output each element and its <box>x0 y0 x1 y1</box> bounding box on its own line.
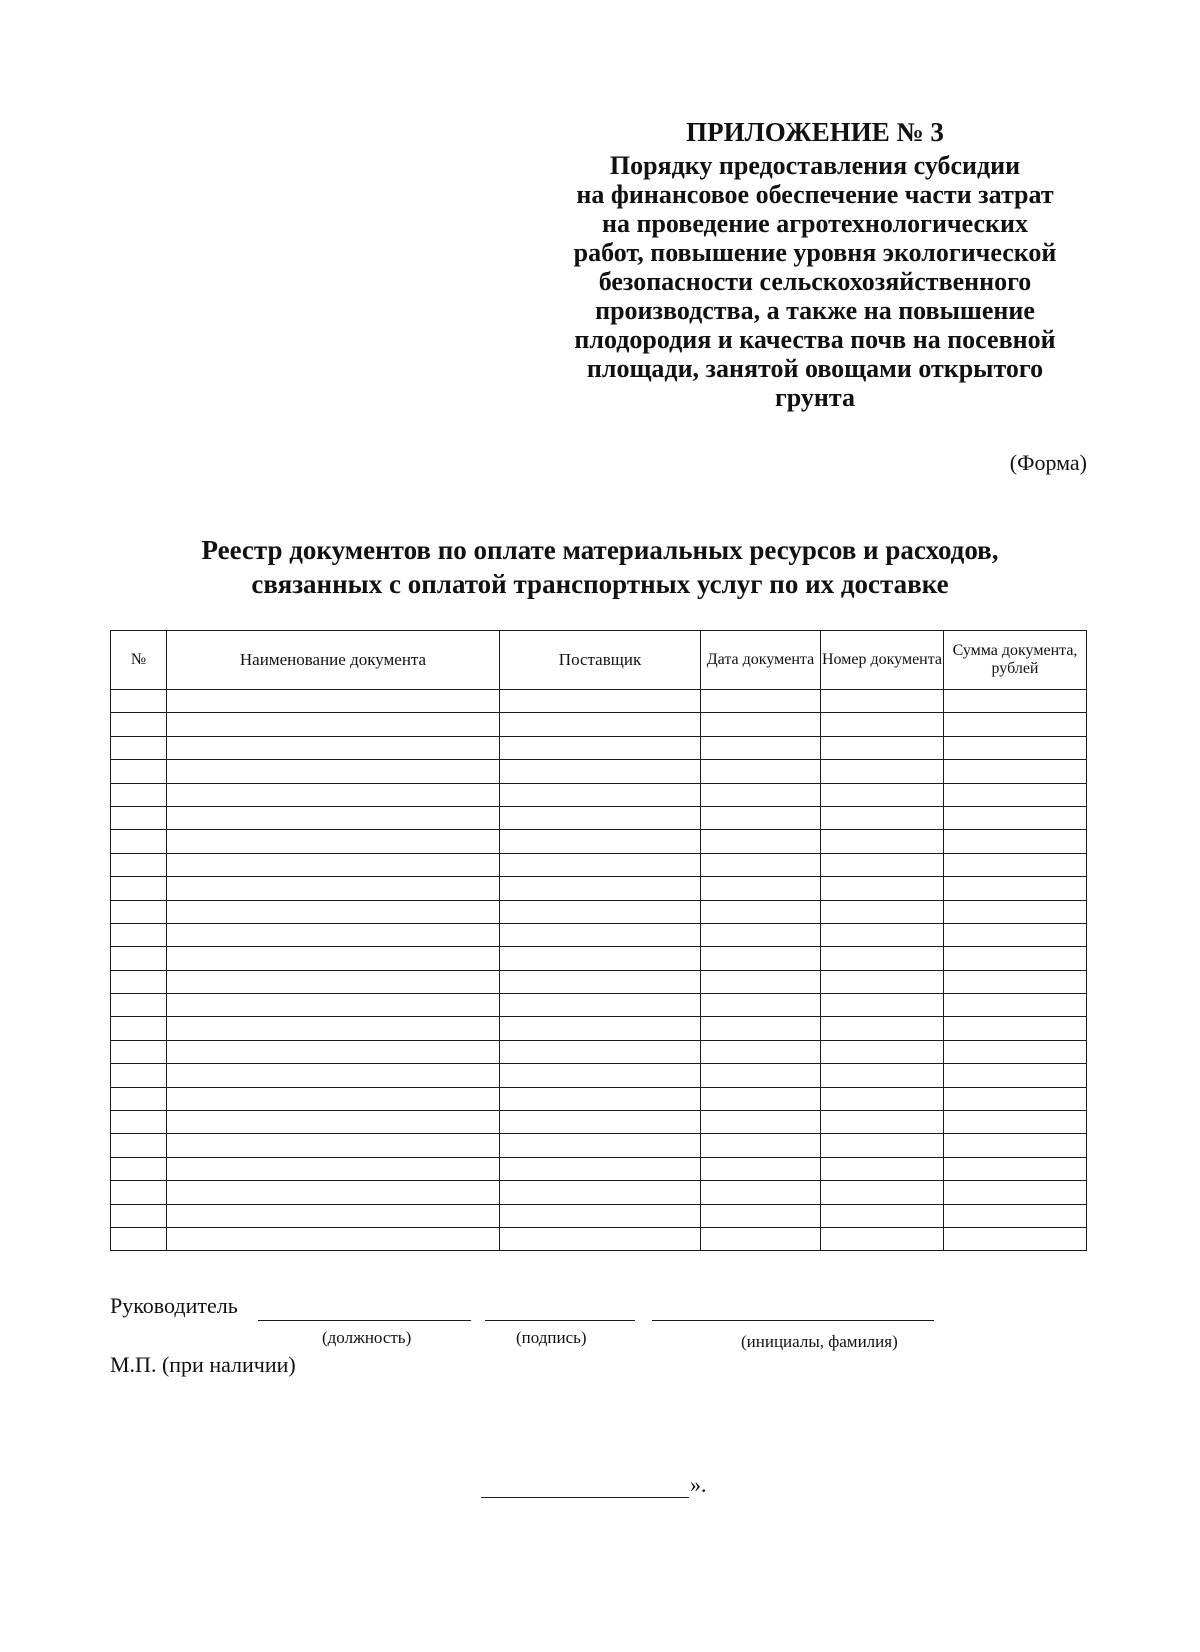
table-cell <box>500 690 701 713</box>
table-row <box>111 1134 1087 1157</box>
appendix-line: на финансовое обеспечение части затрат <box>576 180 1054 209</box>
table-cell <box>500 713 701 736</box>
table-cell <box>701 877 821 900</box>
table-cell <box>944 970 1087 993</box>
table-cell <box>167 877 500 900</box>
table-cell <box>821 947 944 970</box>
table-cell <box>500 1227 701 1250</box>
table-cell <box>701 1181 821 1204</box>
registry-title <box>110 533 1090 601</box>
table-cell <box>500 1040 701 1063</box>
table-cell <box>701 1134 821 1157</box>
table-cell <box>944 1087 1087 1110</box>
table-cell <box>111 994 167 1017</box>
table-cell <box>167 1134 500 1157</box>
table-row <box>111 806 1087 829</box>
table-cell <box>167 1064 500 1087</box>
table-cell <box>701 736 821 759</box>
table-cell <box>111 1087 167 1110</box>
table-cell <box>701 690 821 713</box>
table-cell <box>944 736 1087 759</box>
table-cell <box>701 923 821 946</box>
table-cell <box>944 1064 1087 1087</box>
table-cell <box>111 877 167 900</box>
table-cell <box>500 736 701 759</box>
table-cell <box>821 1157 944 1180</box>
appendix-header <box>535 118 1095 412</box>
table-row <box>111 877 1087 900</box>
table-cell <box>701 994 821 1017</box>
table-cell <box>701 970 821 993</box>
table-cell <box>111 760 167 783</box>
table-row <box>111 923 1087 946</box>
table-cell <box>821 806 944 829</box>
table-cell <box>111 947 167 970</box>
table-cell <box>821 783 944 806</box>
table-cell <box>821 923 944 946</box>
table-cell <box>944 806 1087 829</box>
table-cell <box>944 830 1087 853</box>
table-cell <box>701 1087 821 1110</box>
table-row <box>111 1017 1087 1040</box>
table-cell <box>167 760 500 783</box>
table-cell <box>111 830 167 853</box>
table-cell <box>111 1204 167 1227</box>
header-document-date: Дата документа <box>701 631 821 690</box>
table-row <box>111 690 1087 713</box>
appendix-line: плодородия и качества почв на посевной <box>574 325 1056 354</box>
table-cell <box>701 1017 821 1040</box>
table-cell <box>111 690 167 713</box>
table-cell <box>500 783 701 806</box>
registry-table <box>110 630 1087 1251</box>
table-cell <box>500 1064 701 1087</box>
table-cell <box>944 760 1087 783</box>
table-cell <box>111 1064 167 1087</box>
table-cell <box>500 923 701 946</box>
table-row <box>111 736 1087 759</box>
table-cell <box>111 713 167 736</box>
table-cell <box>821 1017 944 1040</box>
table-row <box>111 1064 1087 1087</box>
stamp-label: М.П. (при наличии) <box>110 1352 296 1377</box>
table-row <box>111 1181 1087 1204</box>
table-body <box>111 690 1087 1251</box>
table-cell <box>821 1064 944 1087</box>
table-cell <box>701 900 821 923</box>
table-row <box>111 1087 1087 1110</box>
table-cell <box>111 970 167 993</box>
table-cell <box>821 900 944 923</box>
header-document-number: Номер документа <box>821 631 944 690</box>
table-cell <box>944 690 1087 713</box>
table-cell <box>111 923 167 946</box>
table-cell <box>500 970 701 993</box>
table-cell <box>111 783 167 806</box>
table-cell <box>944 900 1087 923</box>
table-cell <box>111 853 167 876</box>
table-cell <box>821 830 944 853</box>
table-cell <box>701 1040 821 1063</box>
table-cell <box>944 1111 1087 1134</box>
table-row <box>111 994 1087 1017</box>
table-cell <box>167 900 500 923</box>
table-cell <box>821 1181 944 1204</box>
table-cell <box>821 760 944 783</box>
table-cell <box>500 1181 701 1204</box>
table-cell <box>167 713 500 736</box>
table-cell <box>167 1181 500 1204</box>
table-cell <box>500 1111 701 1134</box>
signature-name-line <box>652 1320 934 1321</box>
table-cell <box>167 1040 500 1063</box>
header-document-name: Наименование документа <box>167 631 500 690</box>
table-row <box>111 1227 1087 1250</box>
table-cell <box>821 1227 944 1250</box>
caption-signature: (подпись) <box>516 1328 587 1347</box>
table-cell <box>944 1134 1087 1157</box>
table-row <box>111 830 1087 853</box>
table-row <box>111 783 1087 806</box>
table-cell <box>500 830 701 853</box>
appendix-title: ПРИЛОЖЕНИЕ № 3 <box>686 117 944 147</box>
table-row <box>111 760 1087 783</box>
table-cell <box>821 1204 944 1227</box>
table-cell <box>500 1017 701 1040</box>
table-cell <box>111 1227 167 1250</box>
table-cell <box>500 1087 701 1110</box>
table-cell <box>701 1157 821 1180</box>
table-cell <box>167 1227 500 1250</box>
table-cell <box>944 994 1087 1017</box>
table-cell <box>167 853 500 876</box>
table-cell <box>111 1111 167 1134</box>
table-cell <box>167 830 500 853</box>
table-cell <box>701 713 821 736</box>
table-cell <box>111 900 167 923</box>
table-cell <box>701 806 821 829</box>
table-row <box>111 947 1087 970</box>
appendix-line: грунта <box>775 383 855 412</box>
table-cell <box>111 1157 167 1180</box>
appendix-line: площади, занятой овощами открытого <box>586 354 1044 383</box>
table-cell <box>701 783 821 806</box>
table-cell <box>167 970 500 993</box>
signature-position-line <box>258 1320 471 1321</box>
table-cell <box>500 760 701 783</box>
table-row <box>111 1204 1087 1227</box>
table-cell <box>944 1204 1087 1227</box>
table-cell <box>944 713 1087 736</box>
table-cell <box>111 1181 167 1204</box>
table-cell <box>167 923 500 946</box>
table-row <box>111 853 1087 876</box>
table-cell <box>111 736 167 759</box>
table-row <box>111 713 1087 736</box>
form-label: (Форма) <box>1009 450 1087 475</box>
table-cell <box>500 994 701 1017</box>
appendix-line: безопасности сельскохозяйственного <box>598 267 1032 296</box>
table-cell <box>167 1087 500 1110</box>
table-cell <box>944 1181 1087 1204</box>
table-cell <box>701 1064 821 1087</box>
table-cell <box>821 994 944 1017</box>
table-cell <box>111 1040 167 1063</box>
table-cell <box>167 1111 500 1134</box>
table-row <box>111 1111 1087 1134</box>
table-cell <box>821 853 944 876</box>
table-cell <box>167 806 500 829</box>
table-cell <box>167 690 500 713</box>
table-cell <box>500 1134 701 1157</box>
appendix-line: производства, а также на повышение <box>595 296 1035 325</box>
table-cell <box>944 783 1087 806</box>
closing-mark: ». <box>690 1472 707 1497</box>
table-cell <box>167 1017 500 1040</box>
appendix-line: работ, повышение уровня экологической <box>573 238 1057 267</box>
table-cell <box>500 1157 701 1180</box>
table-cell <box>701 760 821 783</box>
table-cell <box>701 1204 821 1227</box>
table-cell <box>500 877 701 900</box>
table-cell <box>111 1017 167 1040</box>
table-cell <box>500 947 701 970</box>
registry-title-line: связанных с оплатой транспортных услуг по их доставке <box>251 569 949 599</box>
table-cell <box>944 923 1087 946</box>
table-cell <box>500 806 701 829</box>
table-cell <box>701 1227 821 1250</box>
table-row <box>111 970 1087 993</box>
closing-line <box>481 1497 689 1498</box>
table-cell <box>944 877 1087 900</box>
table-header-row <box>111 631 1087 690</box>
table-cell <box>167 1157 500 1180</box>
header-supplier: Поставщик <box>500 631 701 690</box>
table-cell <box>500 900 701 923</box>
caption-position: (должность) <box>322 1328 412 1347</box>
table-cell <box>167 736 500 759</box>
table-cell <box>821 970 944 993</box>
table-cell <box>167 947 500 970</box>
table-cell <box>701 1111 821 1134</box>
table-cell <box>944 1157 1087 1180</box>
table-cell <box>944 1040 1087 1063</box>
signature-sign-line <box>485 1320 635 1321</box>
table-cell <box>944 1227 1087 1250</box>
table-cell <box>500 853 701 876</box>
table-cell <box>111 806 167 829</box>
table-row <box>111 900 1087 923</box>
table-cell <box>821 1134 944 1157</box>
header-number: № <box>111 631 167 690</box>
table-cell <box>821 736 944 759</box>
table-row <box>111 1040 1087 1063</box>
table-cell <box>944 853 1087 876</box>
table-cell <box>821 1087 944 1110</box>
table-cell <box>111 1134 167 1157</box>
registry-title-line: Реестр документов по оплате материальных ресурсов и расходов, <box>201 535 999 565</box>
caption-name: (инициалы, фамилия) <box>741 1332 898 1351</box>
table-row <box>111 1157 1087 1180</box>
table-cell <box>167 994 500 1017</box>
table-cell <box>701 830 821 853</box>
table-cell <box>821 1111 944 1134</box>
table-cell <box>821 713 944 736</box>
table-cell <box>821 1040 944 1063</box>
table-cell <box>500 1204 701 1227</box>
table-cell <box>167 783 500 806</box>
table-cell <box>944 947 1087 970</box>
table-cell <box>701 853 821 876</box>
appendix-line: Порядку предоставления субсидии <box>609 151 1021 180</box>
appendix-line: на проведение агротехнологических <box>602 209 1028 238</box>
table-cell <box>944 1017 1087 1040</box>
header-document-amount: Сумма документа, рублей <box>944 631 1087 690</box>
table-cell <box>167 1204 500 1227</box>
table-cell <box>701 947 821 970</box>
table-cell <box>821 877 944 900</box>
signature-label: Руководитель <box>110 1293 238 1318</box>
table-cell <box>821 690 944 713</box>
